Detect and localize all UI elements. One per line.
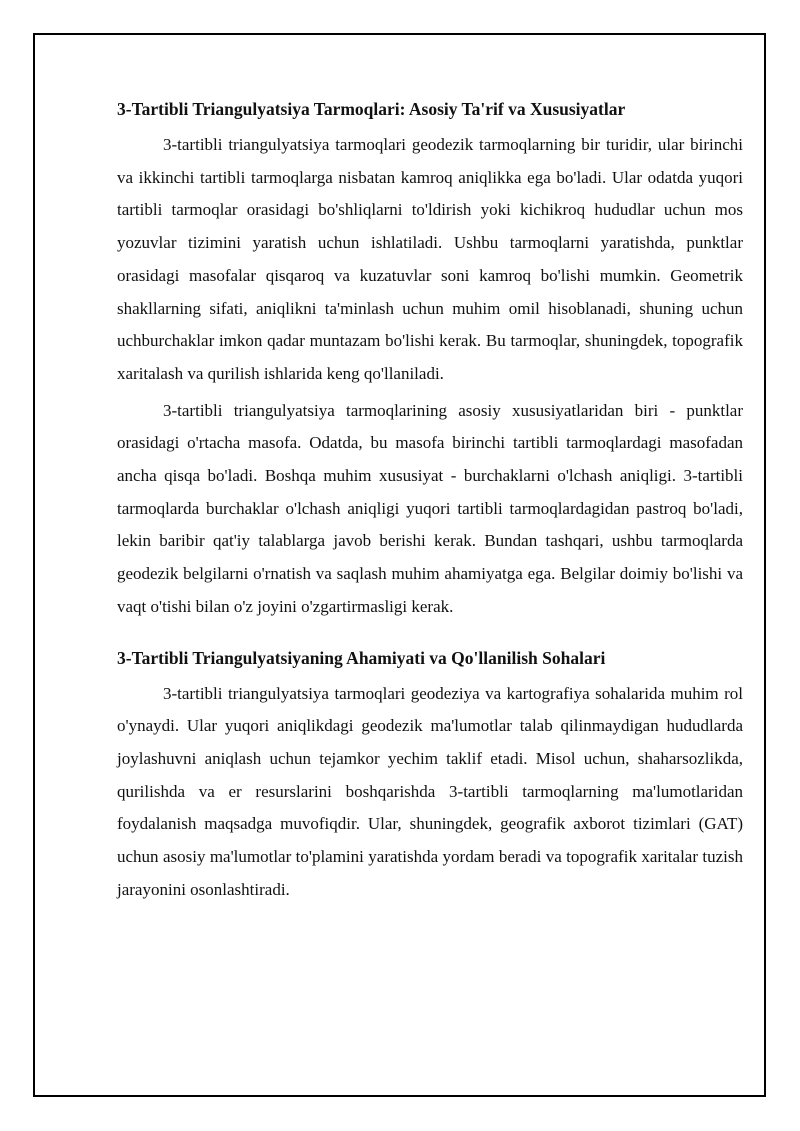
section-heading: 3-Tartibli Triangulyatsiyaning Ahamiyati va Qo'llanilish Sohalari <box>117 647 606 668</box>
body-paragraph: 3-tartibli triangulyatsiya tarmoqlarining asosiy xususiyatlaridan biri - punktlar orasidagi o'rtacha masofa. Odatda, bu masofa birinchi tartibli tarmoqlardagi masofadan ancha qisqa bo'ladi. Boshqa muhim xususiyat - burchaklarni o'lchash aniqligi. 3-tartibli tarmoqlarda burchaklar o'lchash aniqligi yuqori tartibli tarmoqlardagidan pastroq bo'ladi, lekin baribir qat'iy talablarga javob berishi kerak. Bundan tashqari, ushbu tarmoqlarda geodezik belgilarni o'rnatish va saqlash muhim ahamiyatga ega. Belgilar doimiy bo'lishi va vaqt o'tishi bilan o'z joyini o'zgartirmasligi kerak. <box>117 400 743 616</box>
section-heading: 3-Tartibli Triangulyatsiya Tarmoqlari: Asosiy Ta'rif va Xususiyatlar <box>117 99 626 119</box>
body-paragraph: 3-tartibli triangulyatsiya tarmoqlari geodezik tarmoqlarning bir turidir, ular birinchi va ikkinchi tartibli tarmoqlarga nisbatan kamroq aniqlikka ega bo'ladi. Ular odatda yuqori tartibli tarmoqlar orasidagi bo'shliqlarni to'ldirish yoki kichikroq hududlar uchun mos yozuvlar tizimini yaratish uchun ishlatiladi. Ushbu tarmoqlarni yaratishda, punktlar orasidagi masofalar qisqaroq va kuzatuvlar soni kamroq bo'lishi mumkin. Geometrik shakllarning sifati, aniqlikni ta'minlash uchun muhim omil hisoblanadi, shuning uchun uchburchaklar imkon qadar muntazam bo'lishi kerak. Bu tarmoqlar, shuningdek, topografik xaritalash va qurilish ishlarida keng qo'llaniladi. <box>117 135 743 383</box>
body-paragraph: 3-tartibli triangulyatsiya tarmoqlari geodeziya va kartografiya sohalarida muhim rol o'ynaydi. Ular yuqori aniqlikdagi geodezik ma'lumotlar talab qilinmaydigan hududlarda joylashuvni aniqlash uchun tejamkor yechim taklif etadi. Misol uchun, shaharsozlikda, qurilishda va er resurslarini boshqarishda 3-tartibli tarmoqlarning ma'lumotlaridan foydalanish maqsadga muvofiqdir. Ular, shuningdek, geografik axborot tizimlari (GAT) uchun asosiy ma'lumotlar to'plamini yaratishda yordam beradi va topografik xaritalar tuzish jarayonini osonlashtiradi. <box>117 683 743 899</box>
document-body <box>117 97 743 910</box>
